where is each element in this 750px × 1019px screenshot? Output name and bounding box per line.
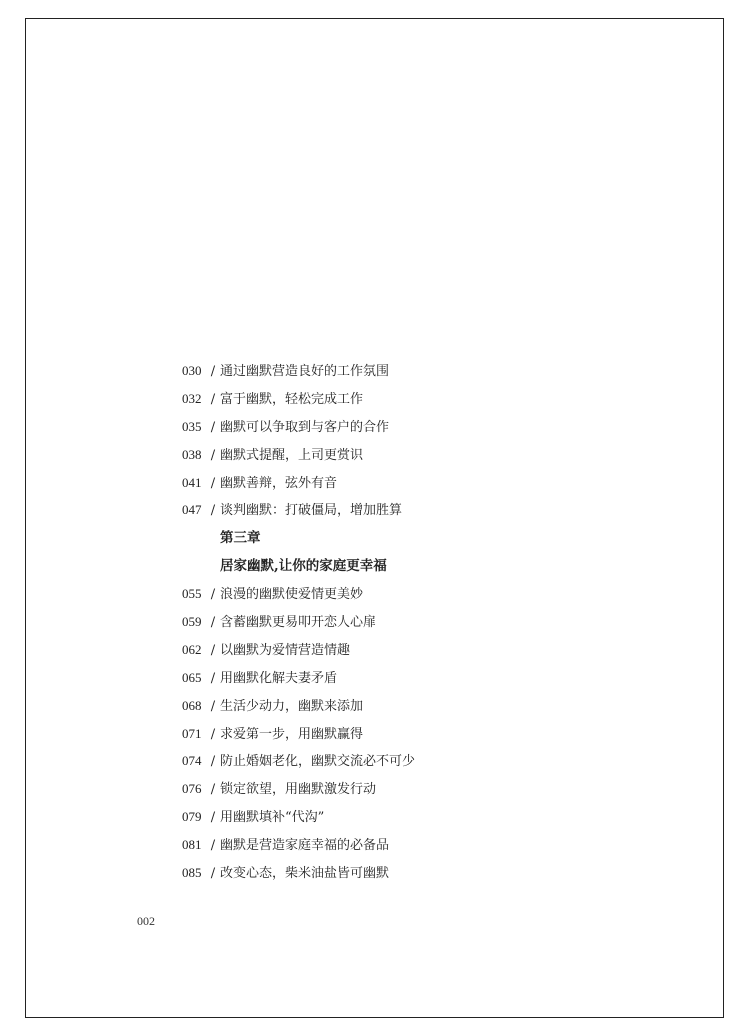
toc-entry-title: 通过幽默营造良好的工作氛围 (220, 364, 390, 379)
toc-entry-title: 幽默可以争取到与客户的合作 (220, 419, 390, 435)
toc-entry-page-number: 032 (182, 390, 202, 406)
toc-entry-title: 生活少动力，幽默来添加 (220, 698, 364, 714)
toc-entry (182, 835, 662, 863)
toc-entry-separator: / (210, 866, 216, 882)
toc-entry-title: 求爱第一步，用幽默赢得 (220, 726, 364, 742)
toc-entry (182, 779, 662, 807)
toc-entry-page-number: 074 (182, 753, 202, 769)
toc-entry-title: 幽默式提醒，上司更赏识 (220, 447, 364, 463)
toc-entry (182, 640, 662, 668)
toc-entry-separator: / (210, 782, 216, 798)
table-of-contents (182, 361, 662, 891)
toc-entry (182, 751, 662, 779)
toc-entry-title: 谈判幽默：打破僵局，增加胜算 (220, 503, 403, 519)
toc-entry-separator: / (210, 670, 216, 686)
toc-entry-separator: / (210, 726, 216, 742)
toc-entry-title: 幽默善辩，弦外有音 (220, 475, 338, 491)
toc-entry-separator: / (210, 364, 216, 379)
toc-entry (182, 445, 662, 473)
toc-entry-page-number: 081 (182, 837, 202, 853)
toc-entry-page-number: 062 (182, 641, 202, 657)
toc-entry-title: 幽默是营造家庭幸福的必备品 (220, 838, 390, 854)
toc-entry (182, 584, 662, 612)
toc-entry-page-number: 035 (182, 418, 202, 434)
toc-entry-title: 用幽默填补“代沟” (220, 810, 325, 826)
toc-entry-title: 以幽默为爱情营造情趣 (220, 642, 351, 658)
toc-entry-page-number: 038 (182, 446, 202, 462)
toc-entry-title: 用幽默化解夫妻矛盾 (220, 670, 338, 686)
toc-entry-page-number: 076 (182, 781, 202, 797)
toc-entry-page-number: 041 (182, 474, 202, 490)
toc-entry (182, 724, 662, 752)
toc-entry (182, 863, 662, 891)
toc-entry-separator: / (210, 642, 216, 658)
toc-entry-title: 锁定欲望，用幽默激发行动 (220, 782, 377, 798)
toc-entry-page-number: 071 (182, 725, 202, 741)
toc-entry-page-number: 085 (182, 865, 202, 881)
toc-entry-title: 浪漫的幽默使爱情更美妙 (220, 587, 364, 603)
toc-entry-page-number: 030 (182, 363, 202, 378)
toc-entry (182, 668, 662, 696)
toc-entry-page-number: 065 (182, 669, 202, 685)
toc-entry-title: 防止婚姻老化，幽默交流必不可少 (220, 754, 416, 770)
toc-entry-separator: / (210, 419, 216, 435)
toc-entry-separator: / (210, 810, 216, 826)
chapter-title: 居家幽默,让你的家庭更幸福 (220, 558, 387, 575)
toc-entry (182, 473, 662, 501)
toc-entry (182, 389, 662, 417)
toc-entry-separator: / (210, 615, 216, 631)
page-number: 002 (137, 914, 155, 928)
toc-entry (182, 500, 662, 528)
toc-entry-title: 改变心态，柴米油盐皆可幽默 (220, 866, 390, 882)
toc-entry-page-number: 047 (182, 502, 202, 518)
toc-entry-page-number: 068 (182, 697, 202, 713)
toc-entry-page-number: 079 (182, 809, 202, 825)
toc-entry (182, 696, 662, 724)
toc-entry (182, 361, 662, 389)
toc-entry-title: 富于幽默，轻松完成工作 (220, 391, 364, 407)
toc-entry-separator: / (210, 475, 216, 491)
chapter-label: 第三章 (220, 530, 261, 547)
toc-entry-separator: / (210, 698, 216, 714)
toc-entry-page-number: 059 (182, 614, 202, 630)
toc-entry (182, 612, 662, 640)
toc-entry-separator: / (210, 503, 216, 519)
toc-entry (182, 807, 662, 835)
toc-entry-separator: / (210, 754, 216, 770)
toc-entry-page-number: 055 (182, 586, 202, 602)
toc-entry-separator: / (210, 391, 216, 407)
toc-entry-separator: / (210, 838, 216, 854)
toc-entry (182, 417, 662, 445)
toc-entry-separator: / (210, 587, 216, 603)
toc-entry-separator: / (210, 447, 216, 463)
toc-entry-title: 含蓄幽默更易叩开恋人心扉 (220, 615, 377, 631)
